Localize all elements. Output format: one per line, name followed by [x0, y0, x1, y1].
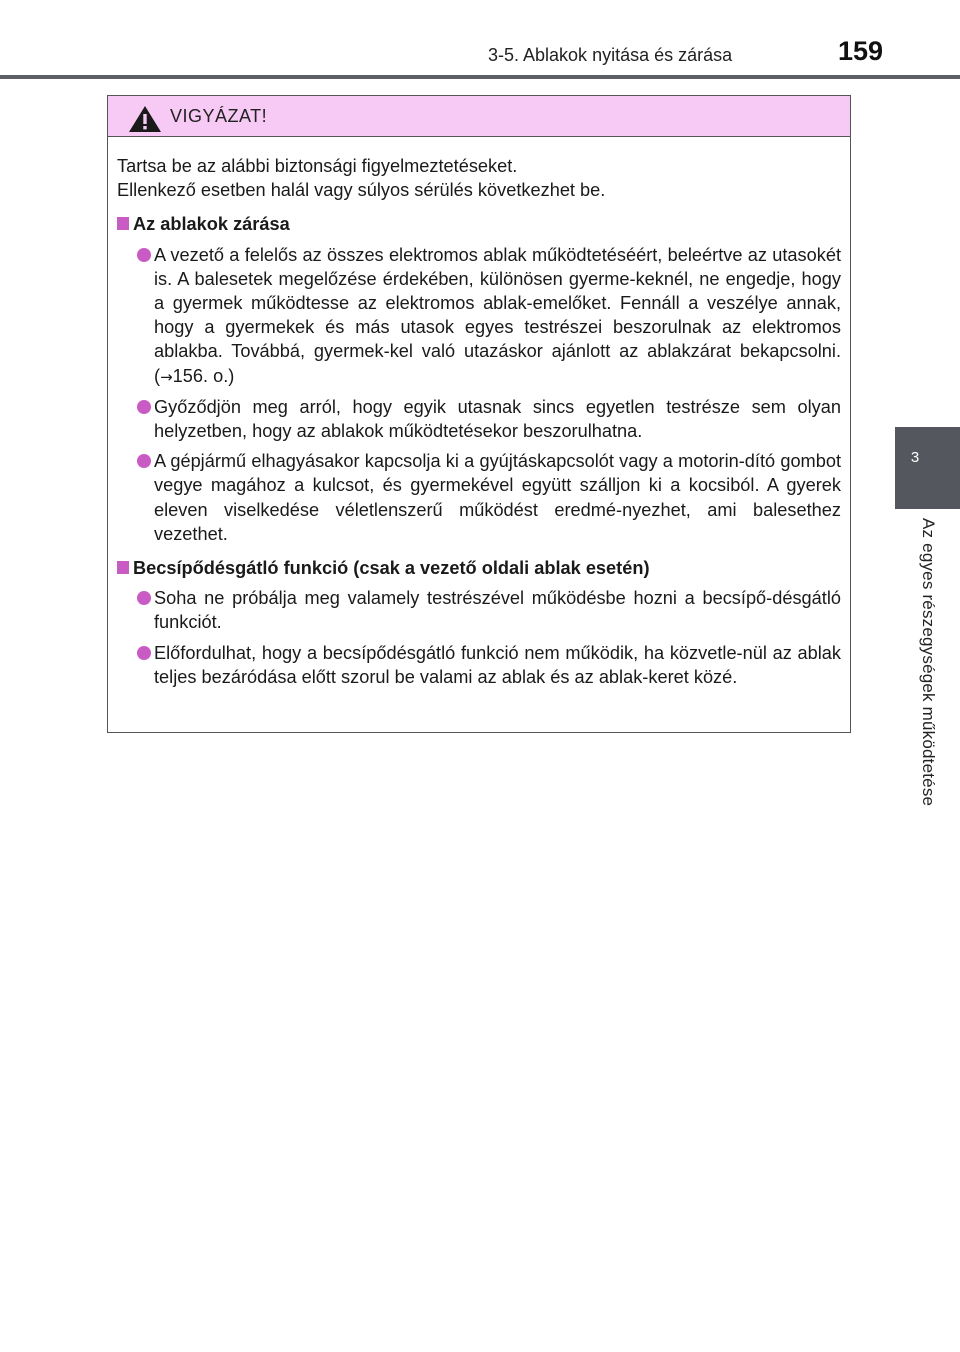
chapter-number: 3	[910, 449, 920, 466]
header-divider	[0, 75, 960, 79]
list-item-text: Soha ne próbálja meg valamely testrészével működésbe hozni a becsípő-désgátló funkciót.	[154, 588, 841, 633]
intro-line: Ellenkező esetben halál vagy súlyos sérülés következhet be.	[117, 180, 606, 201]
square-bullet-icon	[117, 217, 129, 230]
list-item-text: A vezető a felelős az összes elektromos ablak működtetéséért, beleértve az utasokét is. A balesetek megelőzése érdekében, különösen gyerme-keknél, ne engedje, hogy a gyermek működtesse az elektromos ablak-emelőket. Fennáll a veszélye annak, hogy a gyermekek és más utasok egyes testrészei beszorulnak az elektromos ablakba. Továbbá, gyermek-kel való utazáskor ajánlott az ablakzárat bekapcsolni. (	[154, 244, 841, 386]
warning-box	[107, 95, 851, 733]
bullet-dot-icon	[137, 454, 151, 468]
square-bullet-icon	[117, 561, 129, 574]
bullet-dot-icon	[137, 248, 151, 262]
section-heading	[117, 212, 841, 236]
list-item	[117, 641, 841, 689]
list-item-text: A gépjármű elhagyásakor kapcsolja ki a gyújtáskapcsolót vagy a motorin-dító gombot vegye magához a kulcsot, és gyermekével együtt szálljon ki a kocsiból. A gyerek eleven viselkedése véletlenszerű működést eredmé-nyezhet, ami balesethez vezethet.	[154, 451, 841, 544]
chapter-tab	[895, 427, 960, 509]
chapter-label: Az egyes részegységek működtetése	[919, 518, 938, 807]
section-heading	[117, 556, 841, 580]
section-window-closing	[117, 212, 841, 546]
section-heading-text: Az ablakok zárása	[133, 214, 290, 235]
warning-triangle-icon	[128, 105, 162, 133]
warning-header	[108, 96, 850, 137]
section-heading-text: Becsípődésgátló funkció (csak a vezető oldali ablak esetén)	[133, 558, 650, 579]
bullet-dot-icon	[137, 400, 151, 414]
intro-line: Tartsa be az alábbi biztonsági figyelmeztetéseket.	[117, 156, 518, 176]
list-item-text: Győződjön meg arról, hogy egyik utasnak sincs egyetlen testrésze sem olyan helyzetben, hogy az ablakok működtetésekor beszorulhatna.	[154, 396, 841, 442]
warning-title: VIGYÁZAT!	[170, 106, 268, 126]
arrow-right-icon: →	[160, 367, 173, 386]
page-reference: 156. o.)	[172, 365, 235, 386]
section-jam-protection	[117, 556, 841, 689]
bullet-dot-icon	[137, 591, 151, 605]
list-item	[117, 243, 841, 389]
bullet-dot-icon	[137, 646, 151, 660]
list-item	[117, 449, 841, 546]
list-item	[117, 395, 841, 443]
list-item-text: Előfordulhat, hogy a becsípődésgátló funkció nem működik, ha közvetle-nül az ablak teljes bezáródása előtt szorul be valami az ablak és az ablak-keret közé.	[154, 642, 841, 687]
section-title: 3-5. Ablakok nyitása és zárása	[488, 45, 733, 65]
page-number: 159	[838, 36, 884, 66]
list-item	[117, 586, 841, 634]
warning-body	[108, 137, 850, 689]
